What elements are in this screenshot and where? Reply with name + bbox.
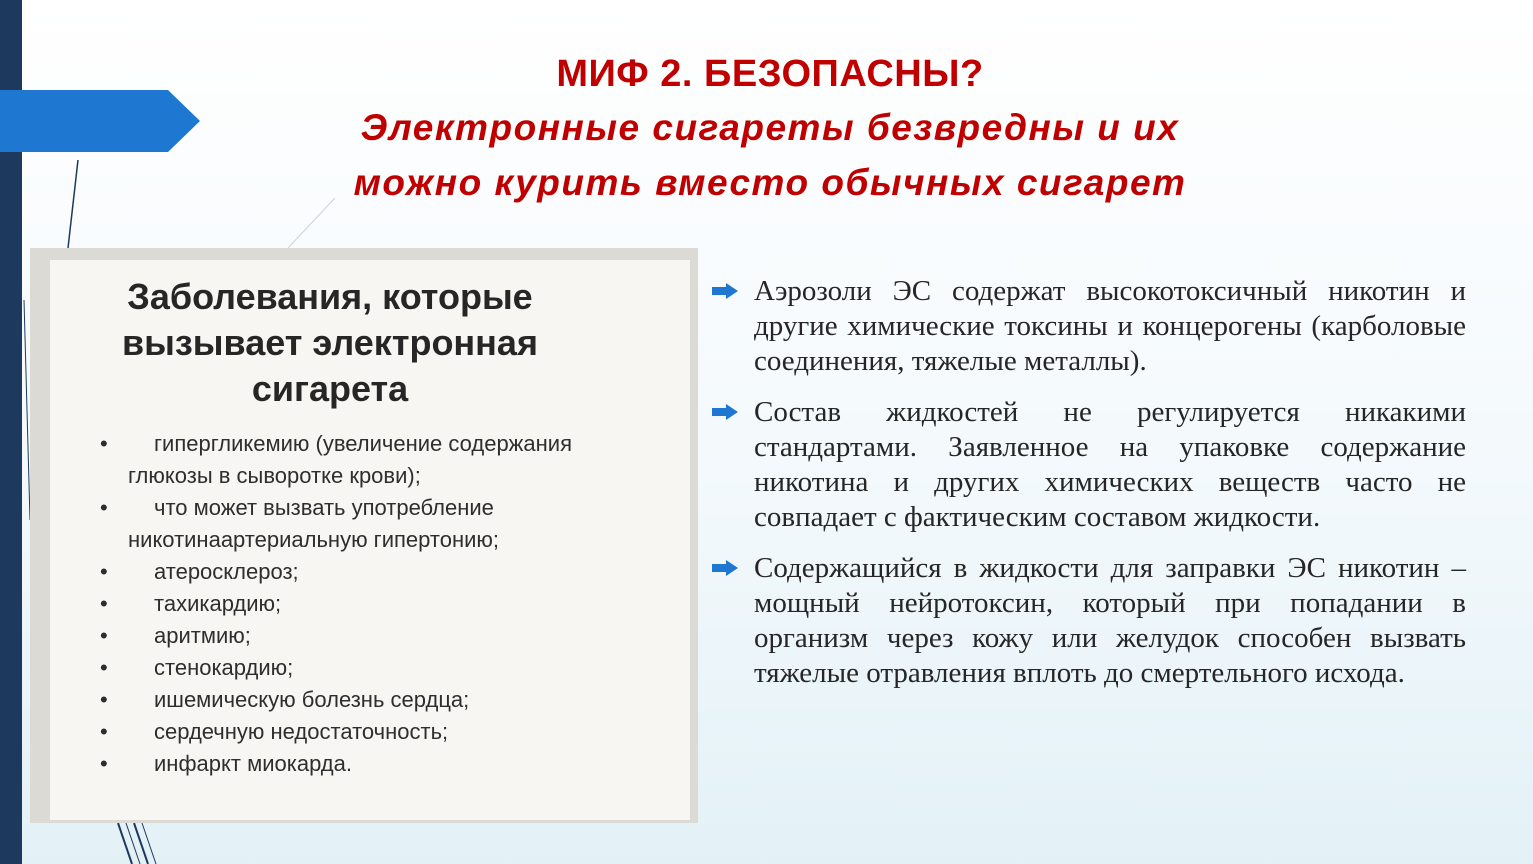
disease-item-text: инфаркт миокарда. (154, 751, 352, 776)
bullet-dot-icon: • (100, 719, 108, 744)
disease-item-text: аритмию; (154, 623, 251, 648)
blue-arrow-icon (712, 560, 738, 576)
diseases-panel-title (50, 274, 610, 412)
diseases-panel-inner (50, 260, 690, 820)
fact-text: Аэрозоли ЭС содержат высокотоксичный никотин и другие химические токсины и концерогены (карболовые соединения, тяжелые металлы). (754, 275, 1466, 377)
bullet-dot-icon: • (100, 655, 108, 680)
disease-item (100, 620, 668, 652)
disease-item-text: атеросклероз; (154, 559, 299, 584)
disease-item (100, 556, 668, 588)
bullet-dot-icon: • (100, 495, 108, 520)
title-line-1: МИФ 2. БЕЗОПАСНЫ? (556, 53, 984, 95)
bullet-dot-icon: • (100, 559, 108, 584)
facts-list (712, 274, 1466, 707)
bullet-dot-icon: • (100, 431, 108, 456)
blue-arrow-icon (712, 404, 738, 420)
panel-title-line-2: вызывает электронная (122, 322, 538, 363)
fact-item (712, 395, 1466, 535)
disease-item-text: никотинаартериальную гипертонию; (128, 527, 500, 552)
disease-item (100, 492, 668, 556)
disease-item-text: гипергликемию (увеличение содержания (154, 431, 572, 456)
fact-item (712, 551, 1466, 691)
panel-title-line-1: Заболевания, которые (127, 276, 533, 317)
bullet-dot-icon: • (100, 751, 108, 776)
disease-item-text: ишемическую болезнь сердца; (154, 687, 470, 712)
fact-text: Состав жидкостей не регулируется никакими стандартами. Заявленное на упаковке содержание никотина и других химических веществ часто не совпадает с фактическим составом жидкости. (754, 396, 1466, 533)
disease-item (100, 588, 668, 620)
diseases-panel (30, 248, 698, 823)
disease-item (100, 652, 668, 684)
disease-item-text: что может вызвать употребление (154, 495, 494, 520)
bullet-dot-icon: • (100, 591, 108, 616)
disease-item (100, 428, 668, 492)
blue-arrow-icon (712, 283, 738, 299)
disease-item (100, 748, 668, 780)
disease-item (100, 716, 668, 748)
title-line-2: Электронные сигареты безвредны и их (360, 107, 1180, 148)
disease-list (100, 428, 668, 780)
bullet-dot-icon: • (100, 623, 108, 648)
title-line-3: можно курить вместо обычных сигарет (353, 162, 1187, 203)
disease-item (100, 684, 668, 716)
fact-item (712, 274, 1466, 379)
slide-title (260, 48, 1280, 210)
disease-item-text: тахикардию; (154, 591, 282, 616)
panel-title-line-3: сигарета (251, 368, 409, 409)
fact-text: Содержащийся в жидкости для заправки ЭС никотин – мощный нейротоксин, который при попадании в организм через кожу или желудок способен вызвать тяжелые отравления вплоть до смертельного исхода. (754, 552, 1466, 689)
disease-item-text: глюкозы в сыворотке крови); (128, 463, 421, 488)
bullet-dot-icon: • (100, 687, 108, 712)
disease-item-text: стенокардию; (154, 655, 294, 680)
disease-item-text: сердечную недостаточность; (154, 719, 449, 744)
arrow-banner (0, 90, 200, 152)
